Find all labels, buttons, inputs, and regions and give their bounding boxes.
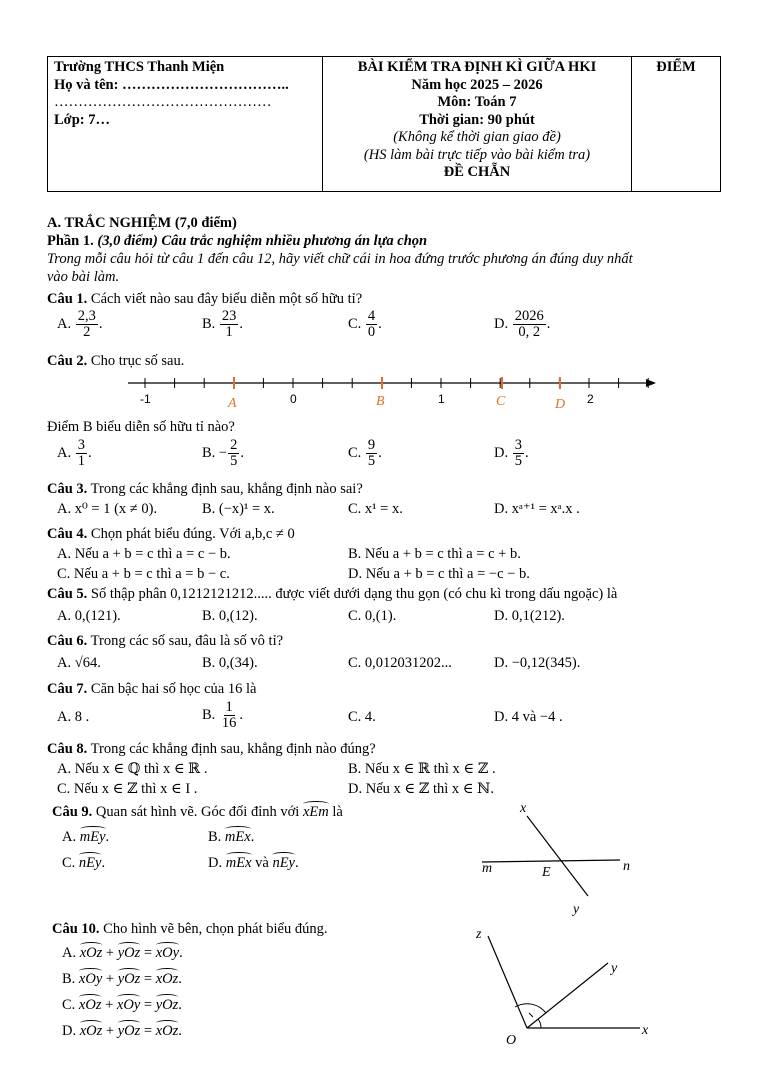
option-text: x⁰ = 1 (x ≠ 0). [74,501,158,517]
q6-text: Trong các số sau, đâu là số vô tỉ? [90,633,284,649]
q4-label: Câu 4. [47,526,88,542]
fraction [228,438,239,469]
option-letter: A. [57,761,72,777]
denominator: 2 [83,324,91,340]
name-field-label: Họ và tên: …………………………….. [54,76,289,93]
option-text: (−x)¹ = x. [218,501,275,517]
numerator: 23 [221,308,237,324]
option-letter: B. [202,315,216,332]
denominator: 16 [221,715,237,731]
q2-stem [47,352,184,370]
part-label: Phần 1. [47,233,94,249]
q7-option-a [57,708,89,726]
q7-option-c [348,708,376,726]
angle-symbol: mEx [224,829,251,845]
point-label-d: D [555,397,566,412]
q1-option-b: B. $\frac{23}{1}$ . [202,308,244,340]
option-letter: A. [57,444,72,461]
option-letter: B. [62,971,76,987]
label-y: y [573,902,580,917]
option-text: 4 và −4 . [511,709,563,725]
q10-option-a: A. xOz + yOz = xOy. [62,945,183,961]
angle-symbol: xOz [79,945,103,961]
option-letter: C. [348,315,362,332]
option-letter: A. [57,709,72,725]
q9-option-b: B. mEx. [208,829,255,845]
q6-option-b [202,654,258,672]
angle-symbol: nEy [272,855,295,871]
q5-option-b [202,607,258,625]
fraction [76,309,98,340]
q3-label: Câu 3. [47,481,88,497]
exam-note-2: (HS làm bài trực tiếp vào bài kiểm tra) [363,146,591,163]
angle-symbol: xOy [116,997,141,1013]
q10-option-c: C. xOz + xOy = yOz. [62,997,182,1013]
point-label-c: C [496,394,506,409]
angle-tick [529,1013,533,1017]
q10-stem [52,920,327,938]
point-label-a: A [228,396,237,411]
q10-option-b: B. xOy + yOz = xOz. [62,971,182,987]
q6-stem [47,632,283,650]
option-text: 0,012031202... [364,655,452,671]
section-title: A. TRẮC NGHIỆM (7,0 điểm) [47,215,237,231]
option-text: Nếu a + b = c thì a = b − c. [73,566,230,582]
label-y: y [611,961,618,976]
option-letter: A. [57,501,72,517]
q2-option-a: A. $\frac{3}{1}$ . [57,437,92,469]
q3-text: Trong các khẳng định sau, khẳng định nào sai? [90,481,363,497]
option-letter: C. [348,501,362,517]
angle-symbol: xOz [155,1023,179,1039]
score-label: ĐIỂM [656,59,696,75]
q9-figure [470,798,640,920]
option-letter: A. [57,655,72,671]
subject: Môn: Toán 7 [437,94,517,110]
option-text: 0,(1). [364,608,397,624]
option-letter: D. [348,566,363,582]
q9-option-a: A. mEy. [62,829,110,845]
q4-option-d [348,565,530,583]
q8-option-d [348,780,494,798]
option-letter: C. [62,855,76,871]
q1-text: Cách viết nào sau đây biểu diễn một số hữu tỉ? [90,291,363,307]
denominator: 0, 2 [518,324,541,340]
school-year: Năm học 2025 – 2026 [411,76,543,93]
q10-option-d: D. xOz + yOz = xOz. [62,1023,182,1039]
angle-symbol: xOy [78,971,103,987]
numerator: 9 [367,437,376,453]
angle-symbol: yOz [117,971,141,987]
numerator: 1 [225,699,233,715]
numerator: 3 [77,437,85,453]
numerator: 3 [514,437,522,453]
q4-text: Chọn phát biểu đúng. Với a,b,c ≠ 0 [90,526,295,542]
q2-text: Cho trục số sau. [90,353,185,369]
q6-option-d [494,654,580,672]
q2-question: Điểm B biểu diễn số hữu tỉ nào? [47,419,235,435]
part-title: (3,0 điểm) Câu trắc nghiệm nhiều phương án lựa chọn [97,233,428,249]
q5-option-a [57,607,121,625]
conjunction: và [255,855,269,871]
q2-option-b: B. − $\frac{2}{5}$ . [202,437,244,469]
label-o: O [506,1033,517,1048]
numerator: 2,3 [77,308,96,324]
tick-label-0: 0 [290,392,297,406]
q2-label: Câu 2. [47,353,88,369]
tick-label-minus-1: -1 [140,392,151,406]
school-name: Trường THCS Thanh Miện [54,59,225,75]
q10-figure [470,920,660,1050]
fraction [220,309,239,340]
option-text: x¹ = x. [364,501,403,517]
q10-text: Cho hình vẽ bên, chọn phát biểu đúng. [103,921,328,937]
axis-arrow [646,379,656,387]
label-x: x [520,801,527,816]
option-letter: A. [62,945,77,961]
q4-option-a [57,545,231,563]
q5-text: Số thập phân 0,1212121212..... được viết dưới dạng thu gọn (có chu kì trong dấu ngoặc) là [90,586,618,602]
option-letter: D. [348,781,363,797]
option-letter: C. [348,444,362,461]
q5-stem [47,585,617,603]
angle-symbol: xOy [155,945,180,961]
option-letter: B. [202,608,216,624]
q9-stem [52,803,343,821]
option-letter: C. [348,608,362,624]
instruction-line-1: Trong mỗi câu hỏi từ câu 1 đến câu 12, hãy viết chữ cái in hoa đứng trước phương án đúng duy nhất [47,251,633,267]
option-letter: C. [62,997,76,1013]
exam-note-1: (Không kể thời gian giao đề) [393,129,561,145]
option-letter: A. [57,608,72,624]
q5-option-d [494,607,565,625]
option-letter: D. [494,444,509,461]
q8-label: Câu 8. [47,741,88,757]
option-letter: C. [348,709,362,725]
option-text: 0,(12). [218,608,258,624]
denominator: 1 [77,453,85,469]
label-n: n [623,859,630,874]
option-letter: C. [348,655,362,671]
q1-option-a: A. $\frac{2,3}{2}$ . [57,308,103,340]
option-letter: B. [202,444,216,461]
label-x: x [642,1023,649,1038]
denominator: 5 [514,453,522,469]
angle-symbol: xOz [155,971,179,987]
option-letter: A. [57,315,72,332]
numerator: 4 [367,308,376,324]
exam-version: ĐỀ CHẴN [443,164,511,180]
q7-label: Câu 7. [47,681,88,697]
q9-suffix: là [332,804,343,820]
q8-stem [47,740,376,758]
option-letter: D. [494,608,509,624]
q9-option-d: D. mEx và nEy. [208,855,299,871]
numerator: 2026 [514,308,544,324]
denominator: 5 [367,453,376,469]
q1-option-c: C. $\frac{4}{0}$ . [348,308,382,340]
label-z: z [476,927,482,942]
option-letter: B. [202,655,216,671]
option-text: √64. [74,655,101,671]
option-text: Nếu a + b = c thì a = c − b. [74,546,231,562]
option-letter: B. [348,546,362,562]
q7-text: Căn bậc hai số học của 16 là [90,681,257,697]
option-text: Nếu x ∈ ℤ thì x ∈ I . [73,781,198,797]
q1-stem [47,290,362,308]
q2-option-c: C. $\frac{9}{5}$ . [348,437,382,469]
q3-option-b [202,500,275,518]
fraction [513,438,524,469]
option-letter: B. [348,761,362,777]
line-xy [527,816,588,896]
option-text: 0,(34). [218,655,258,671]
header-student-cell [48,57,323,192]
angle-symbol: xOz [79,1023,103,1039]
q4-option-c [57,565,230,583]
label-e: E [542,865,551,880]
ray-oy [527,963,608,1028]
q9-label: Câu 9. [52,804,93,820]
fraction [220,700,239,731]
numerator: 2 [230,437,238,453]
q9-option-c: C. nEy. [62,855,106,871]
q9-text: Quan sát hình vẽ. Góc đối đỉnh với [95,804,300,820]
q10-label: Câu 10. [52,921,100,937]
denominator: 5 [230,453,238,469]
option-letter: C. [57,566,71,582]
fraction [76,438,87,469]
option-text: Nếu a + b = c thì a = c + b. [364,546,521,562]
q6-option-a [57,654,101,672]
q3-option-d [494,500,580,518]
angle-symbol: nEy [78,855,102,871]
q3-option-c [348,500,403,518]
option-letter: D. [494,501,509,517]
label-m: m [482,861,493,876]
q7-option-d [494,708,563,726]
number-line [120,372,660,414]
q5-label: Câu 5. [47,586,88,602]
angle-symbol: xEm [302,804,329,820]
point-label-b: B [376,394,385,409]
q8-option-c [57,780,197,798]
angle-symbol: yOz [117,1023,141,1039]
option-text: Nếu a + b = c thì a = −c − b. [365,566,530,582]
q6-option-c [348,654,452,672]
name-dots: ……………………………………… [54,94,272,110]
tick-label-2: 2 [587,392,594,406]
option-text: Nếu x ∈ ℚ thì x ∈ ℝ . [74,761,208,777]
instruction-line-2: vào bài làm. [47,269,120,285]
option-letter: C. [57,781,71,797]
header-table [47,56,721,192]
q6-label: Câu 6. [47,633,88,649]
q2-option-d: D. $\frac{3}{5}$ . [494,437,529,469]
q7-stem [47,680,256,698]
option-text: 0,1(212). [511,608,565,624]
angle-symbol: yOz [155,997,179,1013]
option-text: −0,12(345). [511,655,581,671]
exam-title: BÀI KIỂM TRA ĐỊNH KÌ GIỮA HKI [357,59,597,75]
angle-symbol: mEx [225,855,252,871]
denominator: 1 [225,324,233,340]
q4-option-b [348,545,521,563]
q1-label: Câu 1. [47,291,88,307]
ray-oz [488,936,527,1028]
part-heading [47,232,427,250]
line-mn [482,860,620,862]
q1-option-d: D. $\frac{2026}{0, 2}$ . [494,308,551,340]
option-letter: D. [494,655,509,671]
option-letter: D. [494,709,509,725]
option-text: Nếu x ∈ ℤ thì x ∈ ℕ. [365,781,495,797]
denominator: 0 [367,324,376,340]
option-letter: B. [202,706,216,723]
option-text: xᵃ⁺¹ = xᵃ.x . [511,501,580,517]
q4-stem [47,525,295,543]
q7-option-b: B. $\frac{1}{16}$ . [202,699,244,731]
option-letter: B. [208,829,222,845]
q3-option-a [57,500,157,518]
option-text: Nếu x ∈ ℝ thì x ∈ ℤ . [364,761,496,777]
fraction [513,309,546,340]
angle-arc-yox [538,1019,541,1028]
score-cell [632,57,721,192]
q5-option-c [348,607,396,625]
q8-option-a [57,760,207,778]
exam-time: Thời gian: 90 phút [419,111,535,128]
option-text: 0,(121). [74,608,121,624]
angle-symbol: xOz [78,997,102,1013]
option-letter: D. [62,1023,77,1039]
q3-stem [47,480,363,498]
option-letter: A. [62,829,77,845]
option-letter: D. [494,315,509,332]
angle-symbol: yOz [117,945,141,961]
q8-option-b [348,760,496,778]
tick-label-1: 1 [438,392,445,406]
option-text: 4. [364,709,376,725]
option-letter: D. [208,855,223,871]
option-letter: B. [202,501,216,517]
fraction [366,438,377,469]
option-text: 8 . [74,709,90,725]
header-title-cell [323,57,632,192]
q8-text: Trong các khẳng định sau, khẳng định nào đúng? [90,741,376,757]
angle-symbol: mEy [79,829,106,845]
class-field-label: Lớp: 7… [54,111,110,128]
fraction [366,309,377,340]
option-letter: A. [57,546,72,562]
